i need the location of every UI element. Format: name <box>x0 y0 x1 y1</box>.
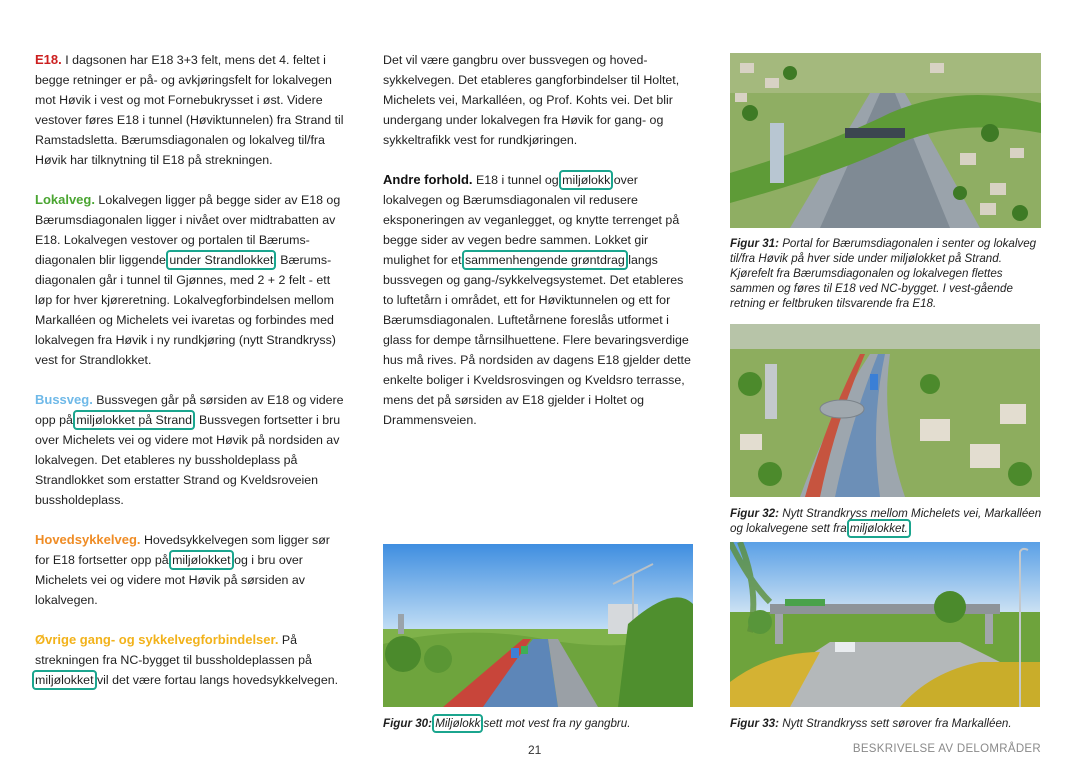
text-ovrige-b: vil det være fortau langs hovedsykkelvegen. <box>96 673 339 687</box>
figure-31-image <box>730 53 1041 228</box>
text-ovrige-a: På strekningen fra NC-bygget til bussholdeplassen på <box>35 633 312 667</box>
paragraph-ovrige <box>35 630 347 690</box>
highlight-caption-miljolokk: Miljølokk <box>435 717 481 730</box>
figure-30-image <box>383 544 693 707</box>
heading-bussveg: Bussveg. <box>35 392 93 407</box>
text-column-left <box>35 50 347 710</box>
highlight-miljolokket-pa-strand: miljølokket på Strand <box>76 413 193 427</box>
highlight-caption-miljolokket: miljølokket. <box>849 522 908 535</box>
highlight-miljolokket-2: miljølokket <box>35 673 94 687</box>
text-hovedsykkelveg-a: Hovedsykkelvegen som ligger sør for E18 fortsetter opp på <box>35 533 330 567</box>
text-column-middle <box>383 50 695 450</box>
paragraph-lokalveg <box>35 190 347 370</box>
heading-lokalveg: Lokalveg. <box>35 192 95 207</box>
heading-e18: E18. <box>35 52 62 67</box>
highlight-under-strandlokket: under Strandlokket <box>169 253 274 267</box>
text-bussveg-b: . Bussvegen fortsetter i bru over Michelets vei og videre mot Høvik på nordsiden av lokalvegen. Det etableres ny bussholdeplass på Strandlokket som erstatter Strand og Kveldsroveien bussholdeplass. <box>35 413 341 507</box>
heading-hovedsykkelveg: Hovedsykkelveg. <box>35 532 141 547</box>
text-andre-a: E18 i tunnel og <box>476 173 559 187</box>
paragraph-andre-forhold <box>383 170 695 430</box>
text-andre-c: langs bussvegen og gang-/sykkelvegsystemet. Det etableres to luftetårn i området, ett for Høviktunnelen og ett for Bærumsdiagonalen. Luftetårnene foreslås utformet i glass for dempe tårnsilhuettene. Flere bevaringsverdige hus må rives. På nordsiden av dagens E18 gjelder dette enkelte boliger i Kveldsrosvingen og Kveldsro terrasse, mens det på sørsiden av E18 gjelder i Holtet og Drammensveien. <box>383 253 691 427</box>
caption-figure-30 <box>383 716 695 731</box>
text-bussveg-a: Bussvegen går på sørsiden av E18 og videre opp på <box>35 393 344 427</box>
caption-label-32: Figur 32: <box>730 507 779 520</box>
text-e18: I dagsonen har E18 3+3 felt, mens det 4. feltet i begge retninger er på- og avkjøringsfelt for lokalvegen mot Høvik i vest og mot Fornebukrysset i øst. Videre vestover føres E18 i tunnel (Høviktunnelen) fra Strand til Ramstadsletta. Bærumsdiagonalen og lokalveg til/fra Høvik har tilknytning til E18 på strekningen. <box>35 53 344 167</box>
text-hovedsykkelveg-b: og i bru over Michelets vei og videre mot Høvik på sørsiden av lokalvegen. <box>35 553 305 607</box>
heading-ovrige: Øvrige gang- og sykkelvegforbindelser. <box>35 632 279 647</box>
paragraph-gangbru: Det vil være gangbru over bussvegen og hoved-sykkelvegen. Det etableres gangforbindelser til Holtet, Michelets vei, Markalléen, og Prof. Kohts vei. Det blir undergang under lokalvegen fra Høvik for gang- og sykkeltrafikk vest for rundkjøringen. <box>383 53 680 147</box>
highlight-miljolokk: miljølokk <box>562 173 611 187</box>
highlight-sammenhengende-grontdrag: sammenhengende grøntdrag <box>464 253 625 267</box>
caption-figure-33 <box>730 716 1042 731</box>
section-title: BESKRIVELSE AV DELOMRÅDER <box>852 743 1041 755</box>
highlight-miljolokket-1: miljølokket <box>172 553 231 567</box>
caption-label-33: Figur 33: <box>730 717 779 730</box>
caption-label-30: Figur 30: <box>383 717 432 730</box>
caption-figure-31 <box>730 236 1042 311</box>
text-lokalveg-b: . Bærums-diagonalen går i tunnel til Gjønnes, med 2 + 2 felt - ett løp for hver kjøreretning. Lokalvegforbindelsen mellom Markalléen og Michelets vei ivaretas og forbindes med lokalvegen fra Høvik i ny rundkjøring (nytt Strandkryss) vest for Strandlokket. <box>35 253 336 367</box>
text-andre-b: over lokalvegen og Bærumsdiagonalen vil redusere eksponeringen av veganlegget, og knytte terrenget på begge sider av vegen bedre sammen. Lokket gir mulighet for et <box>383 173 680 267</box>
caption-text-30: sett mot vest fra ny gangbru. <box>483 717 631 730</box>
caption-label-31: Figur 31: <box>730 237 779 250</box>
caption-text-33: Nytt Strandkryss sett sørover fra Markalléen. <box>782 717 1012 730</box>
caption-text-31: Portal for Bærumsdiagonalen i senter og lokalveg til/fra Høvik på hver side under miljølokket på Strand. Kjørefelt fra Bærumsdiagonalen og lokalvegen flettes sammen og føres til E18 ved NC-bygget. I vest-gående retning er feltbruken tilsvarende fra E18. <box>730 237 1037 310</box>
figure-33-image <box>730 542 1040 707</box>
paragraph-e18 <box>35 50 347 170</box>
paragraph-bussveg <box>35 390 347 510</box>
text-lokalveg-a: Lokalvegen ligger på begge sider av E18 og Bærumsdiagonalen ligger i nivået over midtrabatten av E18. Lokalvegen vestover og portalen til Bærums-diagonalen blir liggende <box>35 193 341 267</box>
paragraph-hovedsykkelveg <box>35 530 347 610</box>
heading-andre-forhold: Andre forhold. <box>383 172 473 187</box>
caption-text-32: Nytt Strandkryss mellom Michelets vei, Markalléen og lokalvegene sett fra <box>730 507 1042 535</box>
caption-figure-32 <box>730 506 1042 536</box>
figure-32-image <box>730 324 1040 497</box>
page-number: 21 <box>528 743 542 757</box>
